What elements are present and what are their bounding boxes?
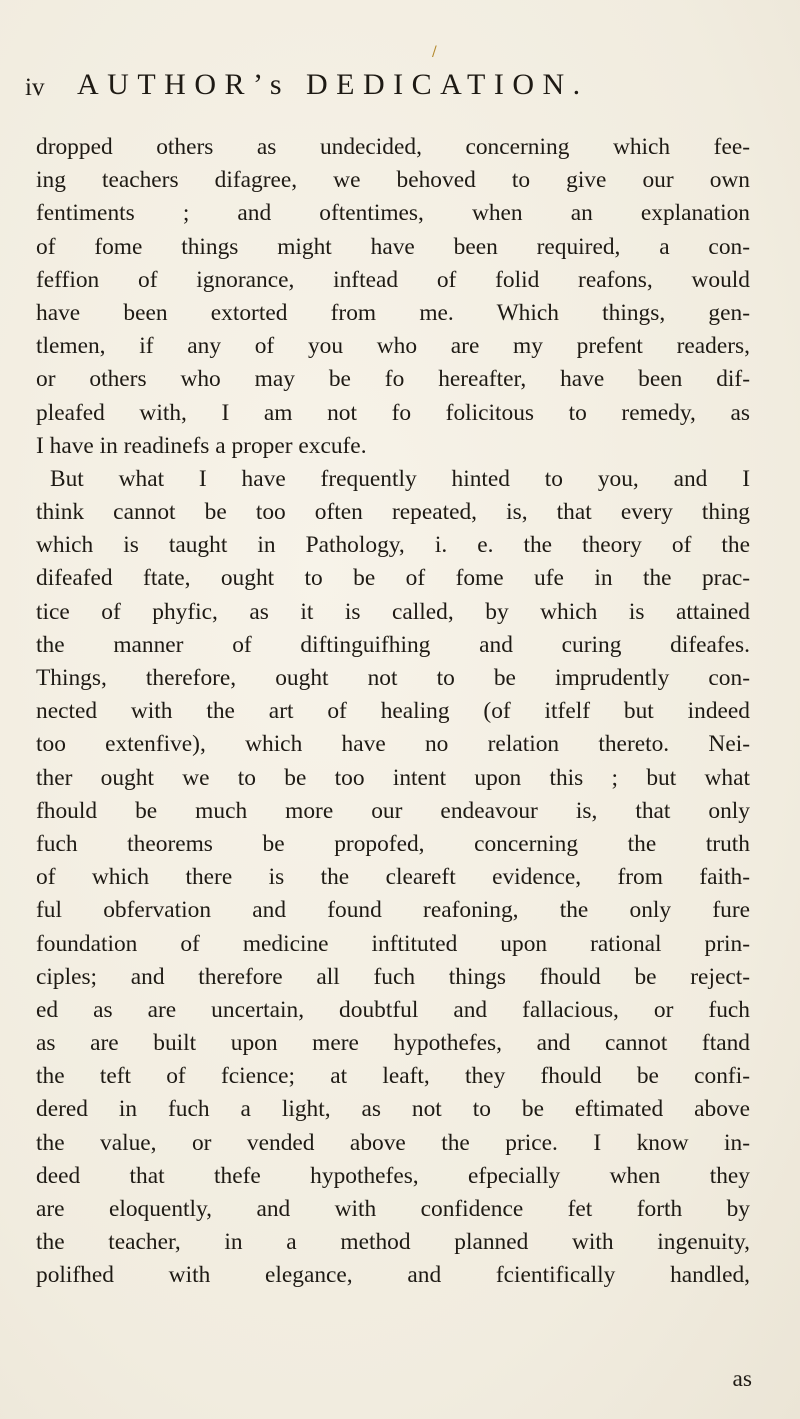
text-line: But what I have frequently hinted to you, and I	[50, 465, 750, 492]
text-line: of fome things might have been required, a con-	[36, 233, 750, 260]
text-line: have been extorted from me. Which things, gen-	[36, 299, 750, 326]
text-line: nected with the art of healing (of itfelf but indeed	[36, 698, 750, 725]
text-line: dropped others as undecided, concerning which fee-	[36, 134, 750, 160]
text-line: think cannot be too often repeated, is, that every thing	[36, 499, 750, 526]
text-line: I have in readinefs a proper excufe.	[36, 432, 367, 459]
text-line: the value, or vended above the price. I know in-	[36, 1129, 750, 1156]
text-line: fuch theorems be propofed, concerning the truth	[36, 830, 750, 857]
text-line: the manner of diftinguifhing and curing difeafes.	[36, 631, 750, 658]
text-line: foundation of medicine inftituted upon rational prin-	[36, 930, 750, 957]
text-line: too extenfive), which have no relation thereto. Nei-	[36, 731, 750, 758]
text-line: pleafed with, I am not fo folicitous to remedy, as	[36, 399, 750, 426]
text-line: the teft of fcience; at leaft, they fhould be confi-	[36, 1063, 750, 1090]
text-line: ed as are uncertain, doubtful and fallacious, or fuch	[36, 996, 750, 1023]
text-line: deed that thefe hypothefes, efpecially when they	[36, 1162, 750, 1189]
body-text	[36, 131, 750, 1293]
text-line: feffion of ignorance, inftead of folid reafons, would	[36, 266, 750, 293]
text-line: are eloquently, and with confidence fet forth by	[36, 1196, 750, 1222]
text-line: ciples; and therefore all fuch things fhould be reject-	[36, 963, 750, 990]
catchword: as	[732, 1366, 752, 1392]
text-line: fentiments ; and oftentimes, when an explanation	[36, 200, 750, 227]
ink-mark: /	[432, 44, 437, 60]
text-line: Things, therefore, ought not to be imprudently con-	[36, 665, 750, 691]
text-line: polifhed with elegance, and fcientifically handled,	[36, 1262, 750, 1289]
text-line: or others who may be fo hereafter, have been dif-	[36, 366, 750, 393]
text-line: fhould be much more our endeavour is, that only	[36, 797, 750, 824]
running-title: AUTHOR’s DEDICATION.	[77, 68, 589, 101]
text-line: of which there is the cleareft evidence, from faith-	[36, 864, 750, 891]
text-line: tlemen, if any of you who are my prefent readers,	[36, 333, 750, 360]
text-line: ful obfervation and found reafoning, the only fure	[36, 897, 750, 924]
text-line: ing teachers difagree, we behoved to give our own	[36, 167, 750, 194]
text-line: as are built upon mere hypothefes, and cannot ftand	[36, 1030, 750, 1057]
text-line: difeafed ftate, ought to be of fome ufe in the prac-	[36, 565, 750, 592]
page-number: iv	[25, 74, 45, 101]
text-line: which is taught in Pathology, i. e. the theory of the	[36, 532, 750, 559]
text-line: tice of phyfic, as it is called, by which is attained	[36, 598, 750, 625]
text-line: dered in fuch a light, as not to be eftimated above	[36, 1096, 750, 1123]
text-line: ther ought we to be too intent upon this ; but what	[36, 764, 750, 791]
text-line: the teacher, in a method planned with ingenuity,	[36, 1229, 750, 1256]
page-header	[25, 68, 765, 108]
